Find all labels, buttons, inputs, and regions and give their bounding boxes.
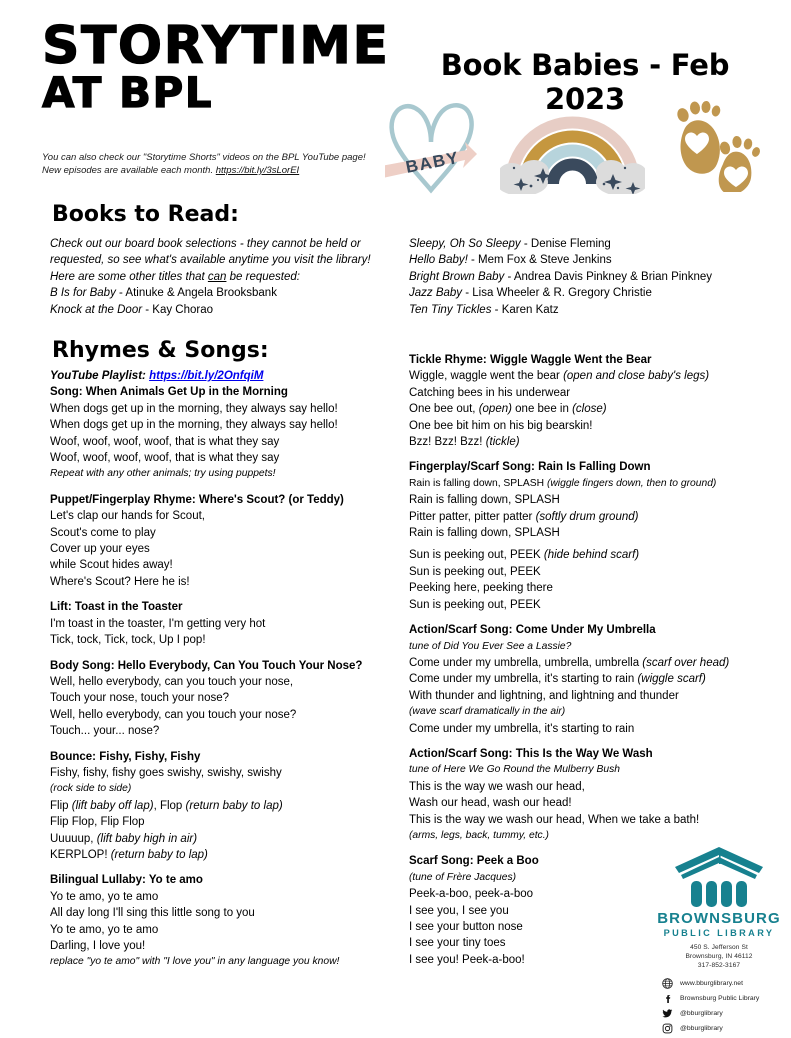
rhyme-action-note: (close) [572,403,607,416]
library-address [650,943,788,970]
block-spacer [50,863,402,872]
address-line-2: Brownsburg, IN 46112 [685,953,753,960]
rhyme-line: tune of Did You Ever See a Lassie? [409,640,572,652]
block-spacer [50,483,402,492]
social-label: @bburglibrary [680,1010,723,1017]
rhyme-action-note: (hide behind scarf) [543,549,640,562]
books-intro-post: be requested: [226,270,300,283]
rhyme-line: Repeat with any other animals; try using puppets! [50,468,276,480]
rhyme-text: Rain is falling down, SPLASH [409,477,547,489]
rhyme-heading: Tickle Rhyme: Wiggle Waggle Went the Bear [409,354,652,366]
library-subname: PUBLIC LIBRARY [663,928,775,938]
library-building-icon [673,845,765,907]
rhyme-line: This is the way we wash our head, [409,780,585,793]
youtube-playlist [50,368,402,384]
books-intro-emph: can [207,270,227,283]
rhyme-line: replace "yo te amo" with "I love you" in any language you know! [50,956,340,968]
rhyme-heading: Bilingual Lullaby: Yo te amo [50,874,203,887]
rhyme-line: I see you, I see you [409,904,509,917]
rhyme-line: Darling, I love you! [50,940,146,952]
youtube-shorts-link[interactable]: https://bit.ly/3sLorEI [215,164,300,176]
library-logo-block [650,845,788,1038]
book-author: - Denise Fleming [520,238,611,250]
rhyme-action-note: (wiggle fingers down, then to ground) [546,477,717,489]
rhyme-line: I see you! Peek-a-boo! [409,953,525,966]
rhyme-line: I see your button nose [409,921,523,933]
rhyme-line: (arms, legs, back, tummy, etc.) [409,829,549,841]
block-spacer [409,737,781,746]
rhyme-line [50,831,402,847]
book-entry [409,252,774,268]
rhyme-line: I see your tiny toes [409,937,506,950]
rhyme-line: Scout's come to play [50,526,156,539]
rhyme-heading: Action/Scarf Song: Come Under My Umbrella [409,624,656,637]
rhyme-line: Yo te amo, yo te amo [50,923,159,936]
rhyme-text: , Flop [153,799,186,812]
rhyme-line: Well, hello everybody, can you touch your nose? [50,708,297,721]
rhyme-line: Well, hello everybody, can you touch your nose, [50,675,294,688]
rhyme-heading: Action/Scarf Song: This Is the Way We Wash [409,747,653,760]
rhyme-text: Wiggle, waggle went the bear [409,370,564,383]
rhyme-line: Woof, woof, woof, woof, that is what they say [50,435,280,448]
rhyme-line: With thunder and lightning, and lightning and thunder [409,689,679,702]
rhyme-line: (rock side to side) [50,783,132,795]
rhymes-and-songs-heading: Rhymes & Songs: [52,338,269,363]
book-author: - Mem Fox & Steve Jenkins [467,254,612,267]
book-author: - Andrea Davis Pinkney & Brian Pinkney [504,270,712,283]
rhyme-line: Fishy, fishy, fishy goes swishy, swishy, swishy [50,766,282,779]
rhyme-text: Sun is peeking out, PEEK [409,549,544,562]
book-title: B Is for Baby [50,287,116,300]
social-label: Brownsburg Public Library [680,995,760,1002]
rhyme-action-note: (lift baby off lap) [71,799,154,812]
baby-footprints-icon [663,92,773,192]
rhyme-line: Come under my umbrella, it's starting to rain [409,722,635,735]
block-spacer [50,590,402,599]
rhyme-line: I'm toast in the toaster, I'm getting very hot [50,617,266,630]
book-entry [409,285,774,301]
header-artwork [385,92,780,194]
book-author: - Karen Katz [491,303,559,316]
rhyme-action-note: (open) [478,403,512,416]
rhyme-action-note: (return baby to lap) [185,799,283,812]
rhyme-line [409,509,781,525]
rhyme-text: One bee out, [409,403,479,416]
books-right-column [409,236,774,318]
rhyme-heading: Lift: Toast in the Toaster [50,601,183,614]
rhyme-line [409,671,781,687]
book-author: - Atinuke & Angela Brooksbank [115,287,277,300]
book-title: Sleepy, Oh So Sleepy [409,238,521,250]
books-intro-pre: Here are some other titles that [50,270,208,283]
rhyme-line: Sun is peeking out, PEEK [409,598,541,611]
rhyme-line: Touch... your... nose? [50,725,160,738]
phone-number: 317-852-3167 [697,962,741,969]
rhyme-line: Sun is peeking out, PEEK [409,565,541,578]
rhyme-action-note: (open and close baby's legs) [563,370,710,383]
social-link-facebook[interactable] [662,993,788,1004]
rhyme-action-note: (wiggle scarf) [637,673,706,686]
rhyme-line: This is the way we wash our head, When we take a bath! [409,813,700,826]
book-author: - Kay Chorao [142,303,214,316]
rhyme-heading: Body Song: Hello Everybody, Can You Touch Your Nose? [50,659,363,672]
books-intro-line [50,269,400,285]
rhyme-line [409,547,781,563]
rhyme-text: Pitter patter, pitter patter [409,510,536,523]
social-label: www.bburglibrary.net [680,980,743,987]
book-title: Bright Brown Baby [409,270,505,283]
book-entry [50,285,400,301]
book-title: Ten Tiny Tickles [409,303,492,316]
rhyme-line: tune of Here We Go Round the Mulberry Bush [409,764,621,776]
rhyme-line: while Scout hides away! [50,559,173,572]
rhyme-line: One bee bit him on his big bearskin! [409,419,593,432]
rhyme-text: one bee in [511,403,573,416]
rhyme-line: Cover up your eyes [50,543,150,556]
rhyme-text: Uuuuup, [50,832,97,845]
rhyme-line [409,401,781,417]
rhyme-line: Rain is falling down, SPLASH [409,494,560,507]
rhyme-action-note: (return baby to lap) [110,848,208,861]
rhyme-line: All day long I'll sing this little song to you [50,907,255,920]
program-title: Book Babies - Feb 2023 [440,48,730,116]
baby-banner-label: BABY [404,147,461,177]
books-to-read-heading: Books to Read: [52,202,239,227]
social-label: @bburglibrary [680,1025,723,1032]
book-entry [409,269,774,285]
address-line-1: 450 S. Jefferson St [690,944,748,951]
rhyme-heading: Fingerplay/Scarf Song: Rain Is Falling Down [409,461,651,474]
social-link-website[interactable] [662,978,788,989]
rhyme-action-note: (scarf over head) [642,656,730,669]
page-title [42,16,390,118]
rhyme-line: Peek-a-boo, peek-a-boo [409,888,534,901]
facebook-icon [662,993,673,1004]
book-title: Hello Baby! [409,254,468,267]
youtube-playlist-link[interactable]: https://bit.ly/2OnfqiM [149,370,264,382]
rhyme-line: When dogs get up in the morning, they always say hello! [50,402,338,415]
rhyme-text: Come under my umbrella, umbrella, umbrella [409,656,643,669]
social-link-twitter[interactable] [662,1008,788,1019]
rhyme-line [50,847,402,863]
library-name: BROWNSBURG [657,910,781,927]
youtube-note-text: You can also check our "Storytime Shorts" videos on the BPL YouTube page! New episodes are available each month. [42,152,366,176]
rhyme-line [409,655,781,671]
rhyme-text: Bzz! Bzz! Bzz! [409,436,486,449]
rhyme-action-note: (tickle) [485,436,520,449]
page-title-line1: STORYTIME [42,16,390,76]
rhyme-heading: Puppet/Fingerplay Rhyme: Where's Scout? (or Teddy) [50,493,344,506]
rhyme-line: Let's clap our hands for Scout, [50,510,205,523]
rhyme-line: Rain is falling down, SPLASH [409,527,560,540]
header [0,0,791,200]
rhyme-line: Yo te amo, yo te amo [50,890,159,903]
page-title-line2: AT BPL [42,68,214,118]
rhyme-action-note: (softly drum ground) [535,510,639,523]
rhyme-line: (tune of Frère Jacques) [409,871,517,883]
book-entry [409,302,774,318]
block-spacer [409,613,781,622]
rhyme-line: Catching bees in his underwear [409,386,571,399]
youtube-note [42,152,377,178]
rhyme-heading: Scarf Song: Peek a Boo [409,855,539,868]
rhyme-heading: Song: When Animals Get Up in the Morning [50,386,288,399]
rhyme-line: Touch your nose, touch your nose? [50,692,230,705]
book-entry [409,236,774,252]
book-title: Knock at the Door [50,303,143,316]
globe-icon [662,978,673,989]
rhyme-line: Wash our head, wash our head! [409,797,572,810]
rhyme-line: Flip Flop, Flip Flop [50,816,145,829]
block-spacer [409,450,781,459]
block-spacer [50,740,402,749]
rhyme-line: Tick, tock, Tick, tock, Up I pop! [50,634,206,647]
rhyme-line [409,476,781,492]
books-left-column [50,236,400,318]
rhyme-line: When dogs get up in the morning, they always say hello! [50,419,338,432]
rainbow-clouds-icon [500,92,645,194]
instagram-icon [662,1023,673,1034]
rhyme-heading: Bounce: Fishy, Fishy, Fishy [50,750,201,763]
social-links [650,978,788,1034]
rhymes-left-column [50,368,402,971]
book-title: Jazz Baby [409,287,463,300]
youtube-playlist-label: YouTube Playlist: [50,370,150,382]
rhyme-action-note: (lift baby high in air) [96,832,198,845]
heart-baby-banner-icon [385,94,495,194]
rhyme-line: Peeking here, peeking there [409,582,553,595]
rhyme-line [50,798,402,814]
rhyme-line: Woof, woof, woof, woof, that is what they say [50,452,280,465]
twitter-icon [662,1008,673,1019]
rhyme-line: (wave scarf dramatically in the air) [409,706,566,718]
rhyme-line [409,434,781,450]
rhyme-text: Flip [50,799,72,812]
books-intro-line: requested, so see what's available anytime you visit the library! [50,254,371,267]
book-author: - Lisa Wheeler & R. Gregory Christie [462,287,652,300]
block-spacer [50,649,402,658]
rhyme-line: Where's Scout? Here he is! [50,575,190,588]
rhyme-text: Come under my umbrella, it's starting to rain [409,673,638,686]
rhyme-text: KERPLOP! [50,848,111,861]
book-entry [50,302,400,318]
social-link-instagram[interactable] [662,1023,788,1034]
books-intro-line: Check out our board book selections - they cannot be held or [50,238,361,250]
rhyme-line [409,368,781,384]
